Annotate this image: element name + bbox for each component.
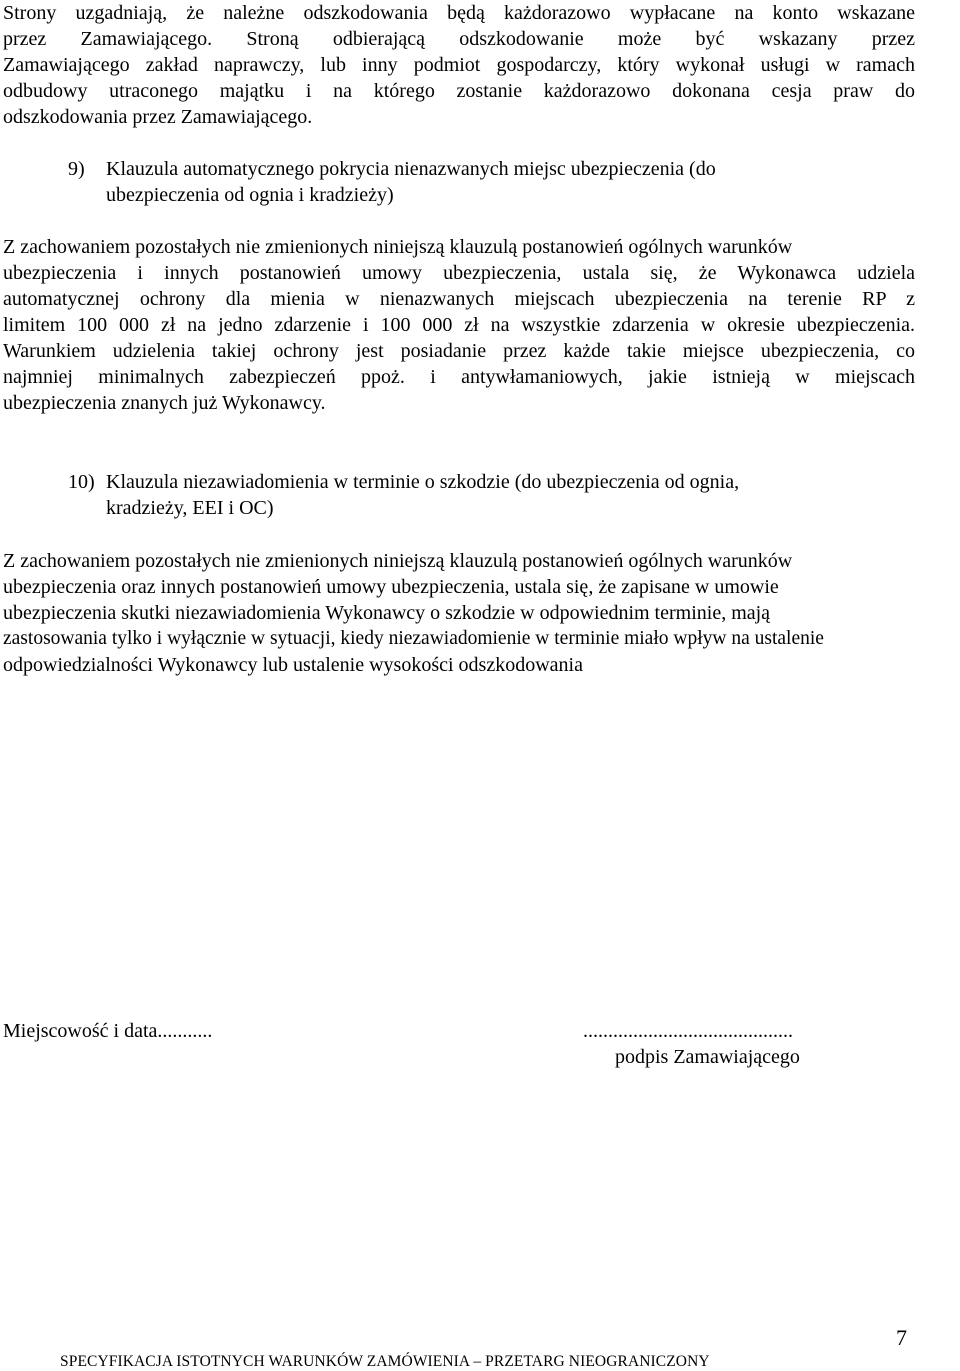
signature-line: .......................................... xyxy=(583,1020,793,1042)
clause-10-body-line: odpowiedzialności Wykonawcy lub ustalenie wysokości odszkodowania xyxy=(3,654,583,676)
clause-10-title-line: kradzieży, EEI i OC) xyxy=(106,497,274,519)
footer-title: SPECYFIKACJA ISTOTNYCH WARUNKÓW ZAMÓWIENIA – PRZETARG NIEOGRANICZONY xyxy=(60,1353,710,1370)
clause-9-body-line: ubezpieczenia znanych już Wykonawcy. xyxy=(3,392,326,414)
clause-10-heading xyxy=(68,469,928,521)
page-number: 7 xyxy=(896,1325,907,1350)
clause-9-body-line: Z zachowaniem pozostałych nie zmienionych niniejszą klauzulą postanowień ogólnych warunków xyxy=(3,236,793,258)
intro-line: odbudowy utraconego majątku i na którego zostanie każdorazowo dokonana cesja praw do xyxy=(3,80,915,102)
clause-9-body-line: ubezpieczenia i innych postanowień umowy ubezpieczenia, ustala się, że Wykonawca udziela xyxy=(3,262,915,284)
clause-10-number: 10) xyxy=(68,471,95,493)
intro-line: przez Zamawiającego. Stroną odbierającą odszkodowanie może być wskazany przez xyxy=(3,28,915,50)
clause-9-title-line: Klauzula automatycznego pokrycia nienazwanych miejsc ubezpieczenia (do xyxy=(106,158,716,180)
clause-9-body-line: Warunkiem udzielenia takiej ochrony jest posiadanie przez każde takie miejsce ubezpieczenia, co xyxy=(3,340,915,362)
intro-line: Strony uzgadniają, że należne odszkodowania będą każdorazowo wypłacane na konto wskazane xyxy=(3,2,915,24)
clause-10-body-line: ubezpieczenia oraz innych postanowień umowy ubezpieczenia, ustala się, że zapisane w umowie xyxy=(3,576,779,598)
clause-9-body-line: najmniej minimalnych zabezpieczeń ppoż. i antywłamaniowych, jakie istnieją w miejscach xyxy=(3,366,915,388)
signature-label: podpis Zamawiającego xyxy=(615,1046,800,1068)
clause-10-body-line: zastosowania tylko i wyłącznie w sytuacji, kiedy niezawiadomienie w terminie miało wpływ na ustalenie xyxy=(3,628,824,649)
clause-9-body xyxy=(3,234,915,416)
clause-10-body-line: Z zachowaniem pozostałych nie zmienionych niniejszą klauzulą postanowień ogólnych warunków xyxy=(3,550,793,572)
clause-10-body-line: ubezpieczenia skutki niezawiadomienia Wykonawcy o szkodzie w odpowiednim terminie, mają xyxy=(3,602,771,624)
clause-9-heading xyxy=(68,156,928,208)
place-date-field: Miejscowość i data........... xyxy=(3,1020,213,1042)
signature-block xyxy=(3,1018,958,1078)
clause-9-title-line: ubezpieczenia od ognia i kradzieży) xyxy=(106,184,394,206)
intro-line: Zamawiającego zakład naprawczy, lub inny podmiot gospodarczy, który wykonał usługi w ramach xyxy=(3,54,915,76)
clause-10-body xyxy=(3,548,958,678)
clause-9-number: 9) xyxy=(68,158,85,180)
intro-paragraph xyxy=(3,0,915,130)
intro-line: odszkodowania przez Zamawiającego. xyxy=(3,106,313,128)
clause-9-body-line: automatycznej ochrony dla mienia w nienazwanych miejscach ubezpieczenia na terenie RP z xyxy=(3,288,915,310)
clause-10-title-line: Klauzula niezawiadomienia w terminie o szkodzie (do ubezpieczenia od ognia, xyxy=(106,471,740,493)
clause-9-body-line: limitem 100 000 zł na jedno zdarzenie i 100 000 zł na wszystkie zdarzenia w okresie ubezpieczenia. xyxy=(3,314,915,336)
